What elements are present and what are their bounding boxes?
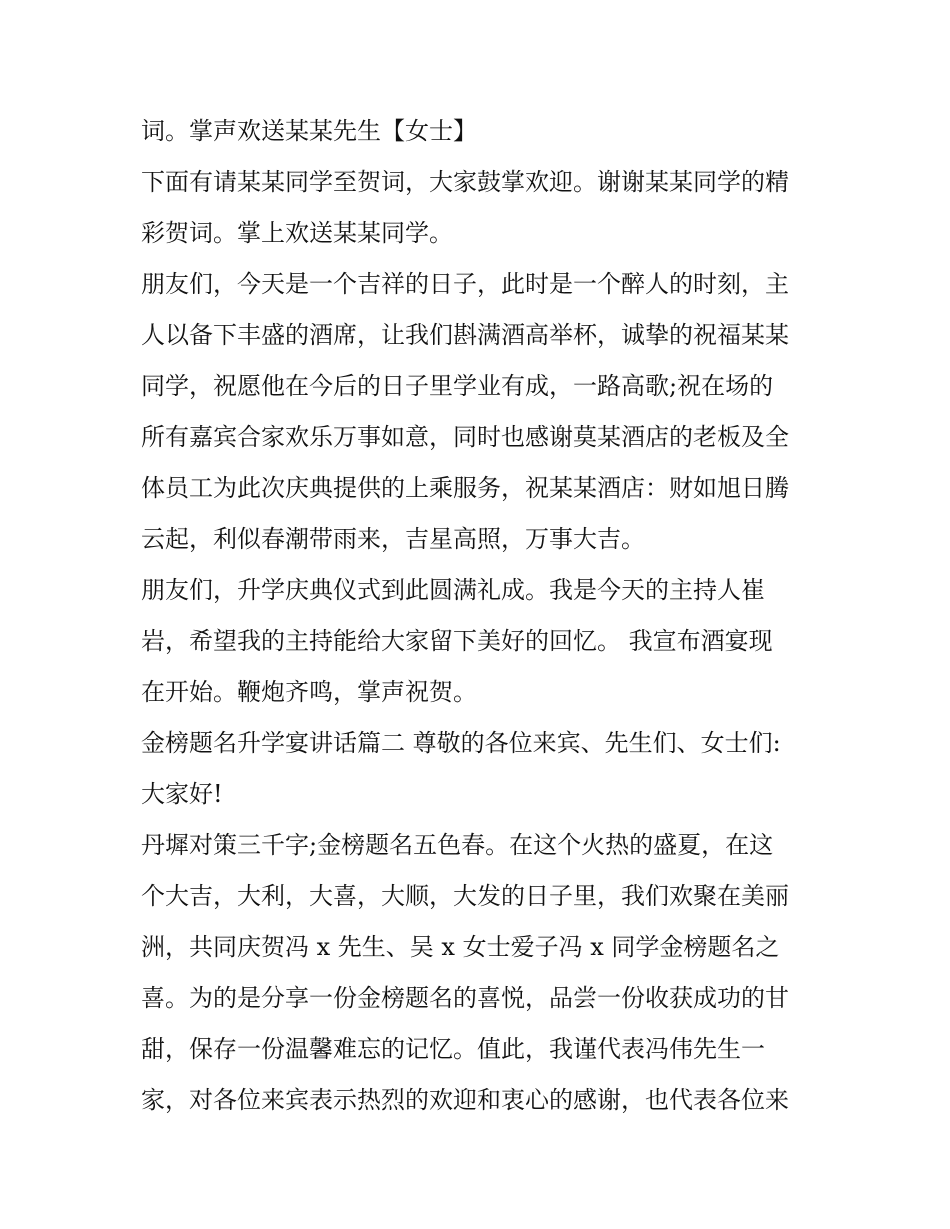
- text-line: 朋友们，今天是一个吉祥的日子，此时是一个醉人的时刻，主: [141, 270, 789, 298]
- text-line: 岩，希望我的主持能给大家留下美好的回忆。 我宣布酒宴现: [141, 627, 773, 655]
- text-line: 丹墀对策三千字;金榜题名五色春。在这个火热的盛夏，在这: [141, 831, 774, 859]
- text-line: 洲，共同庆贺冯 x 先生、吴 x 女士爱子冯 x 同学金榜题名之: [141, 933, 780, 961]
- text-line: 朋友们，升学庆典仪式到此圆满礼成。我是今天的主持人崔: [141, 576, 765, 604]
- text-line: 云起，利似春潮带雨来，吉星高照，万事大吉。: [141, 525, 645, 553]
- text-line: 大家好!: [141, 780, 223, 808]
- text-line: 喜。为的是分享一份金榜题名的喜悦，品尝一份收获成功的甘: [141, 984, 789, 1012]
- document-body: [141, 106, 821, 1126]
- text-line: 家，对各位来宾表示热烈的欢迎和衷心的感谢，也代表各位来: [141, 1086, 789, 1114]
- text-line: 甜，保存一份温馨难忘的记忆。值此，我谨代表冯伟先生一: [141, 1035, 765, 1063]
- text-line: 彩贺词。掌上欢送某某同学。: [141, 219, 453, 247]
- text-line: 在开始。鞭炮齐鸣，掌声祝贺。: [141, 678, 477, 706]
- text-line: 词。掌声欢送某某先生【女士】: [141, 117, 477, 145]
- text-line: 下面有请某某同学至贺词，大家鼓掌欢迎。谢谢某某同学的精: [141, 168, 789, 196]
- text-line: 体员工为此次庆典提供的上乘服务，祝某某酒店：财如旭日腾: [141, 474, 789, 502]
- text-line: 个大吉，大利，大喜，大顺，大发的日子里，我们欢聚在美丽: [141, 882, 789, 910]
- text-line: 同学，祝愿他在今后的日子里学业有成，一路高歌;祝在场的: [141, 372, 774, 400]
- text-line: 所有嘉宾合家欢乐万事如意，同时也感谢莫某酒店的老板及全: [141, 423, 789, 451]
- text-line: 人以备下丰盛的酒席，让我们斟满酒高举杯，诚挚的祝福某某: [141, 321, 789, 349]
- section-heading-line: 金榜题名升学宴讲话篇二 尊敬的各位来宾、先生们、女士们:: [141, 729, 781, 757]
